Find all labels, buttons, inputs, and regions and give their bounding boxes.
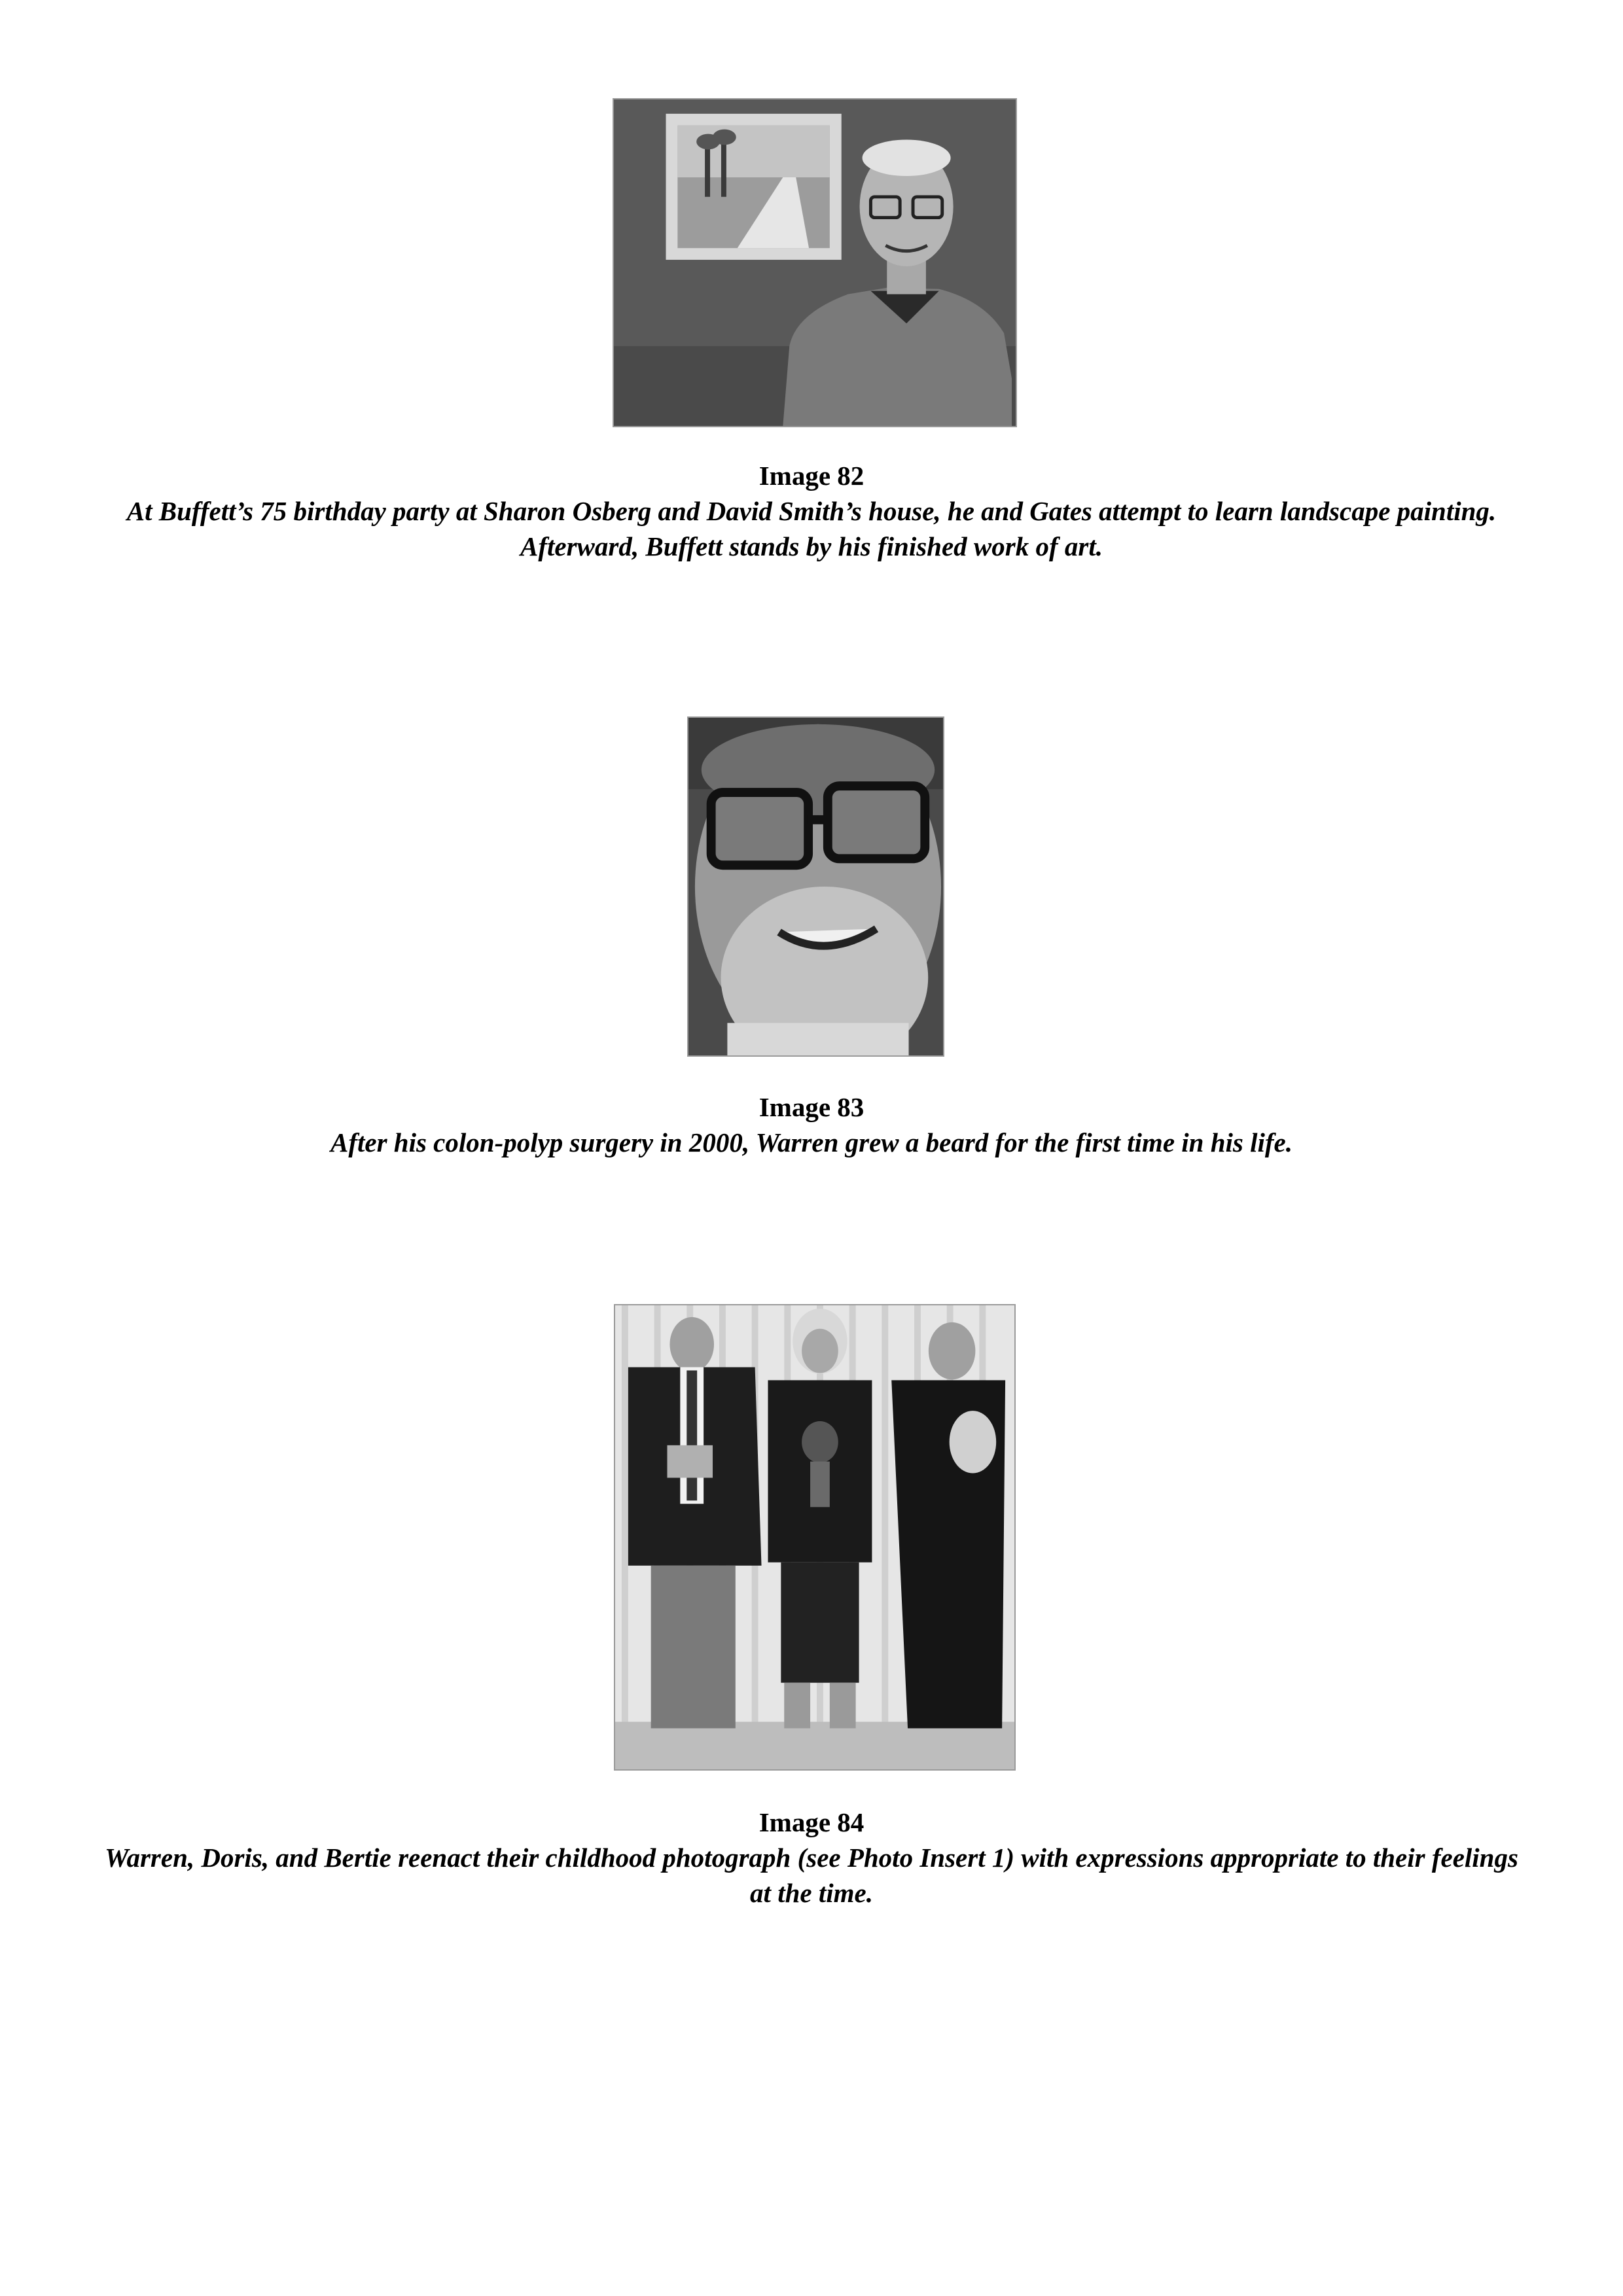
figure-caption-84: [105, 1805, 1518, 1911]
figure-caption-text: At Buffett’s 75 birthday party at Sharon Osberg and David Smith’s house, he and Gates attempt to learn landscape painting. Afterward, Buffett stands by his finished work of art.: [126, 496, 1497, 561]
photo-image-82: [613, 98, 1017, 427]
figure-caption-83: [105, 1089, 1518, 1160]
figure-label: Image 84: [758, 1807, 865, 1837]
photo-image-84: [614, 1304, 1016, 1771]
figure-label: Image 83: [758, 1092, 865, 1122]
figure-label: Image 82: [758, 461, 865, 491]
figure-caption-82: [105, 458, 1518, 564]
figure-caption-text: After his colon-polyp surgery in 2000, Warren grew a beard for the first time in his life.: [330, 1127, 1293, 1157]
photo-image-83: [687, 716, 944, 1057]
figure-caption-text: Warren, Doris, and Bertie reenact their childhood photograph (see Photo Insert 1) with expressions appropriate to their feelings at the time.: [105, 1843, 1518, 1908]
